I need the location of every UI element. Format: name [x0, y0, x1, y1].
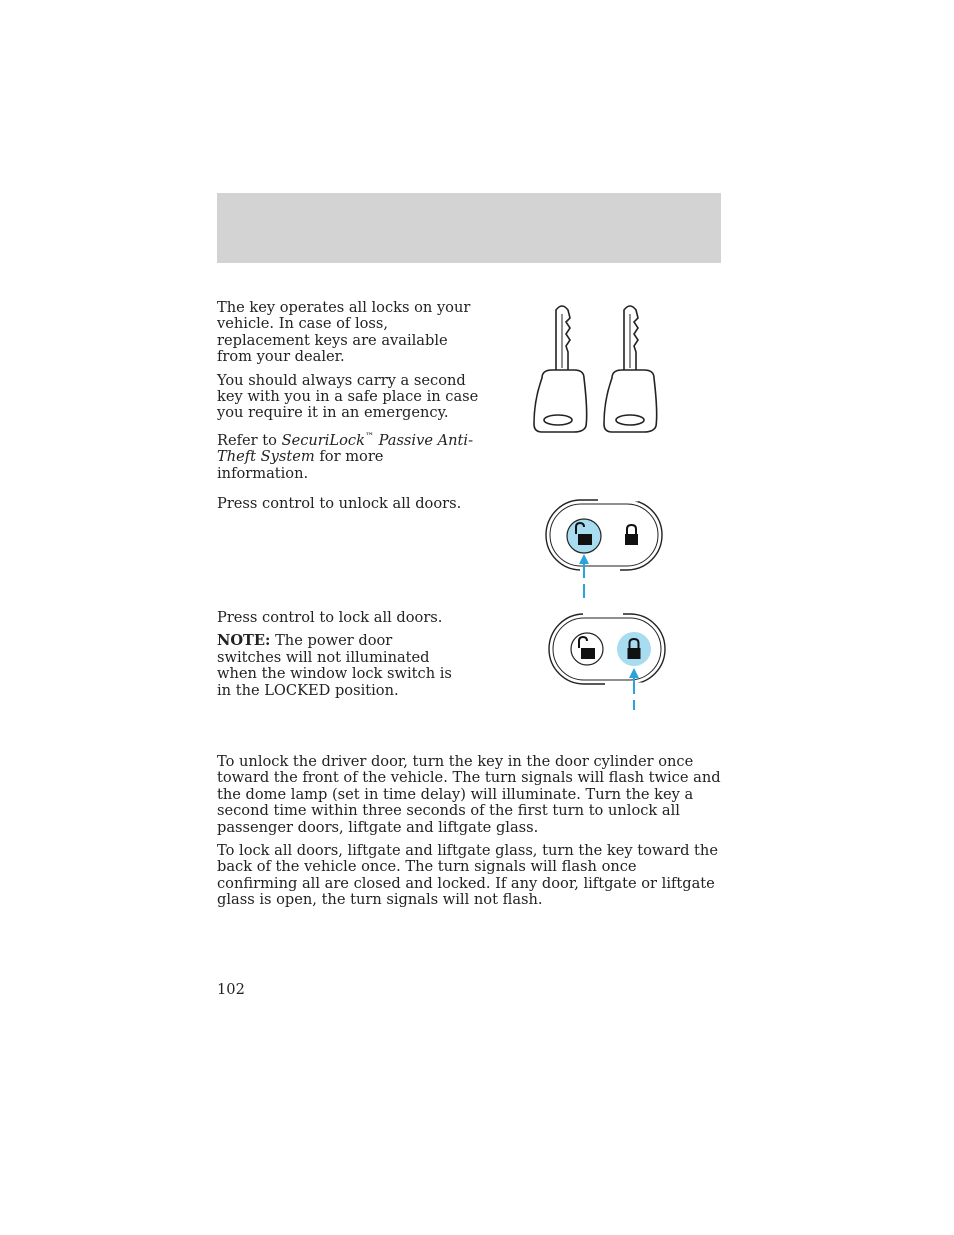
keys-text: [217, 300, 479, 489]
page-number: 102: [217, 981, 245, 998]
unlock-switch-illustration: [540, 494, 670, 606]
unlock-text-block: [217, 496, 479, 519]
lock-switch-illustration: [543, 608, 673, 720]
lock-text-block: [217, 610, 457, 706]
refer-suffix: for more information.: [217, 448, 384, 482]
keys-illustration: [528, 300, 668, 440]
passive-antitheft-text: Passive Anti-Theft System: [217, 431, 474, 466]
key-cylinder-paragraph-2: To lock all doors, liftgate and liftgate glass, turn the key toward the back of the vehicle once. The turn signals will flash once confirming all are closed and locked. If any door, liftgate or liftgate glass is open, the turn signals will not flash.: [217, 842, 718, 909]
note-text: The power door switches will not illuminated when the window lock switch is in the LOCKED position.: [217, 632, 452, 699]
keys-paragraph-3: [217, 429, 479, 482]
securilock-text: SecuriLock: [281, 431, 365, 449]
lock-note: [217, 633, 457, 699]
keys-paragraph-1: The key operates all locks on your vehicle. In case of loss, replacement keys are available from your dealer.: [217, 299, 471, 366]
key-cylinder-paragraph-1: To unlock the driver door, turn the key in the door cylinder once toward the front of the vehicle. The turn signals will flash twice and the dome lamp (set in time delay) will illuminate. Turn the key a second time within three seconds of the first turn to unlock all passenger doors, liftgate and liftgate glass.: [217, 753, 721, 836]
note-label: NOTE:: [217, 632, 271, 650]
key-right-icon: [604, 306, 657, 432]
unlock-instruction: Press control to unlock all doors.: [217, 495, 462, 512]
key-left-icon: [534, 306, 587, 432]
lock-instruction: Press control to lock all doors.: [217, 609, 443, 626]
section-header-bar: [217, 193, 721, 263]
key-cylinder-text: [217, 754, 721, 916]
keys-paragraph-2: You should always carry a second key with you in a safe place in case you require it in an emergency.: [217, 371, 479, 422]
refer-prefix: Refer to: [217, 431, 282, 449]
trademark-mark: ™: [364, 431, 374, 442]
